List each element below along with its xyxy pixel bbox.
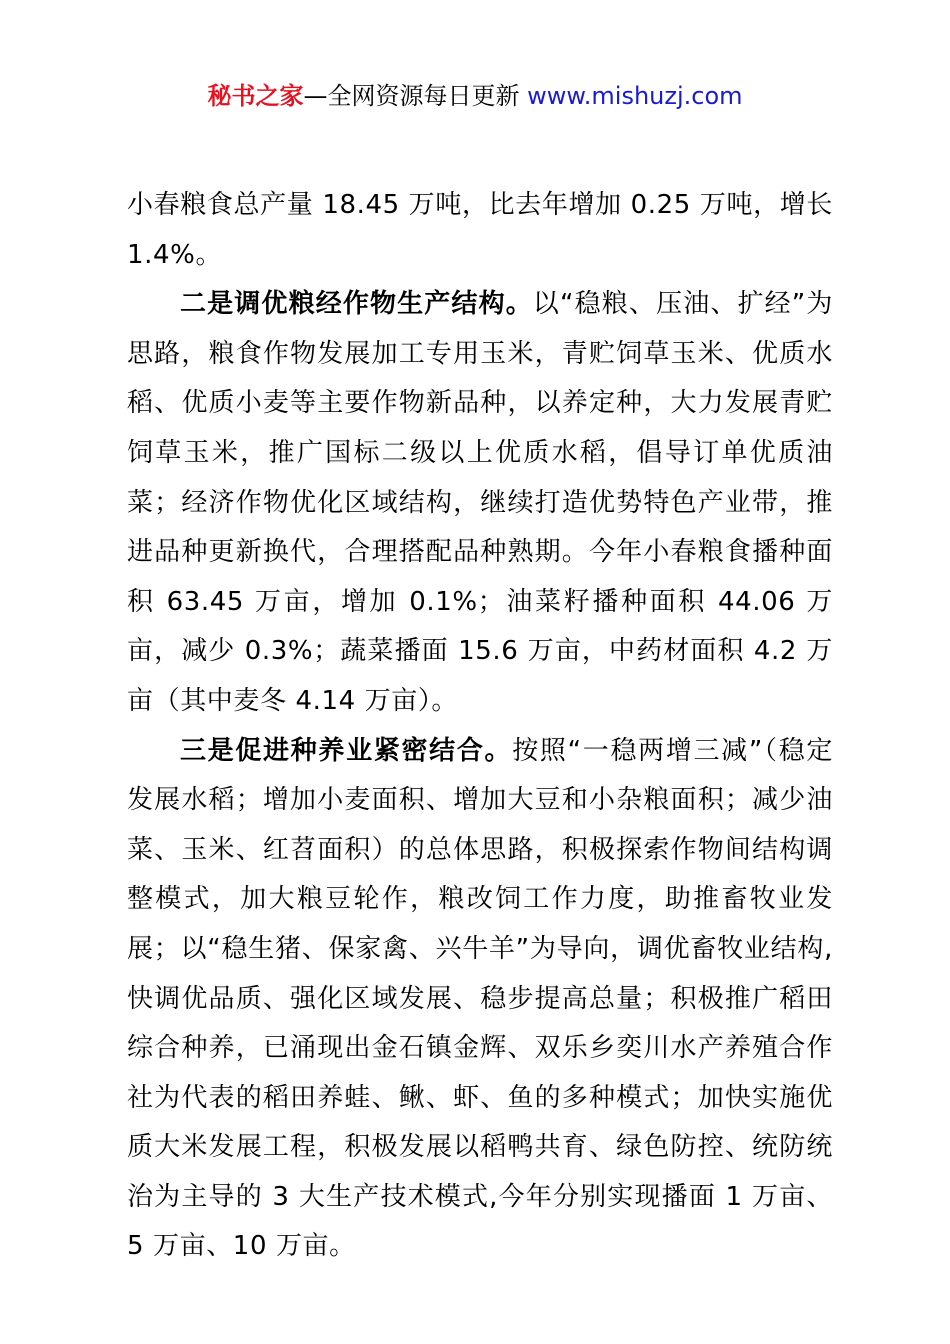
site-header: [0, 80, 950, 112]
document-body: [127, 181, 833, 1272]
paragraph-2-text: 以“稳粮、压油、扩经”为思路，粮食作物发展加工专用玉米，青贮饲草玉米、优质水稻、优质小麦等主要作物新品种，以养定种，大力发展青贮饲草玉米，推广国标二级以上优质水稻，倡导订单优质油菜；经济作物优化区域结构，继续打造优势特色产业带，推进品种更新换代，合理搭配品种熟期。今年小春粮食播种面积 63.45 万亩，增加 0.1%；油菜籽播种面积 44.06 万亩，减少 0.3%；蔬菜播面 15.6 万亩，中药材面积 4.2 万亩（其中麦冬 4.14 万亩）。: [127, 289, 833, 716]
paragraph-2: [127, 280, 833, 726]
site-brand: 秘书之家: [207, 82, 304, 110]
site-tagline: —全网资源每日更新: [303, 82, 528, 110]
paragraph-3: [127, 727, 833, 1273]
paragraph-3-text: 按照“一稳两增三减”（稳定发展水稻；增加小麦面积、增加大豆和小杂粮面积；减少油菜、玉米、红苕面积）的总体思路，积极探索作物间结构调整模式，加大粮豆轮作，粮改饲工作力度，助推畜牧业发展；以“稳生猪、保家禽、兴牛羊”为导向，调优畜牧业结构,快调优品质、强化区域发展、稳步提高总量；积极推广稻田综合种养，已涌现出金石镇金辉、双乐乡奕川水产养殖合作社为代表的稻田养蛙、鳅、虾、鱼的多种模式；加快实施优质大米发展工程，积极发展以稻鸭共育、绿色防控、统防统治为主导的 3 大生产技术模式,今年分别实现播面 1 万亩、5 万亩、10 万亩。: [127, 735, 833, 1262]
paragraph-1: 小春粮食总产量 18.45 万吨，比去年增加 0.25 万吨，增长 1.4%。: [127, 190, 833, 270]
site-url-link[interactable]: www.mishuzj.com: [527, 82, 743, 110]
paragraph-2-heading: 二是调优粮经作物生产结构。: [180, 289, 533, 320]
paragraph-3-heading: 三是促进种养业紧密结合。: [180, 735, 513, 766]
